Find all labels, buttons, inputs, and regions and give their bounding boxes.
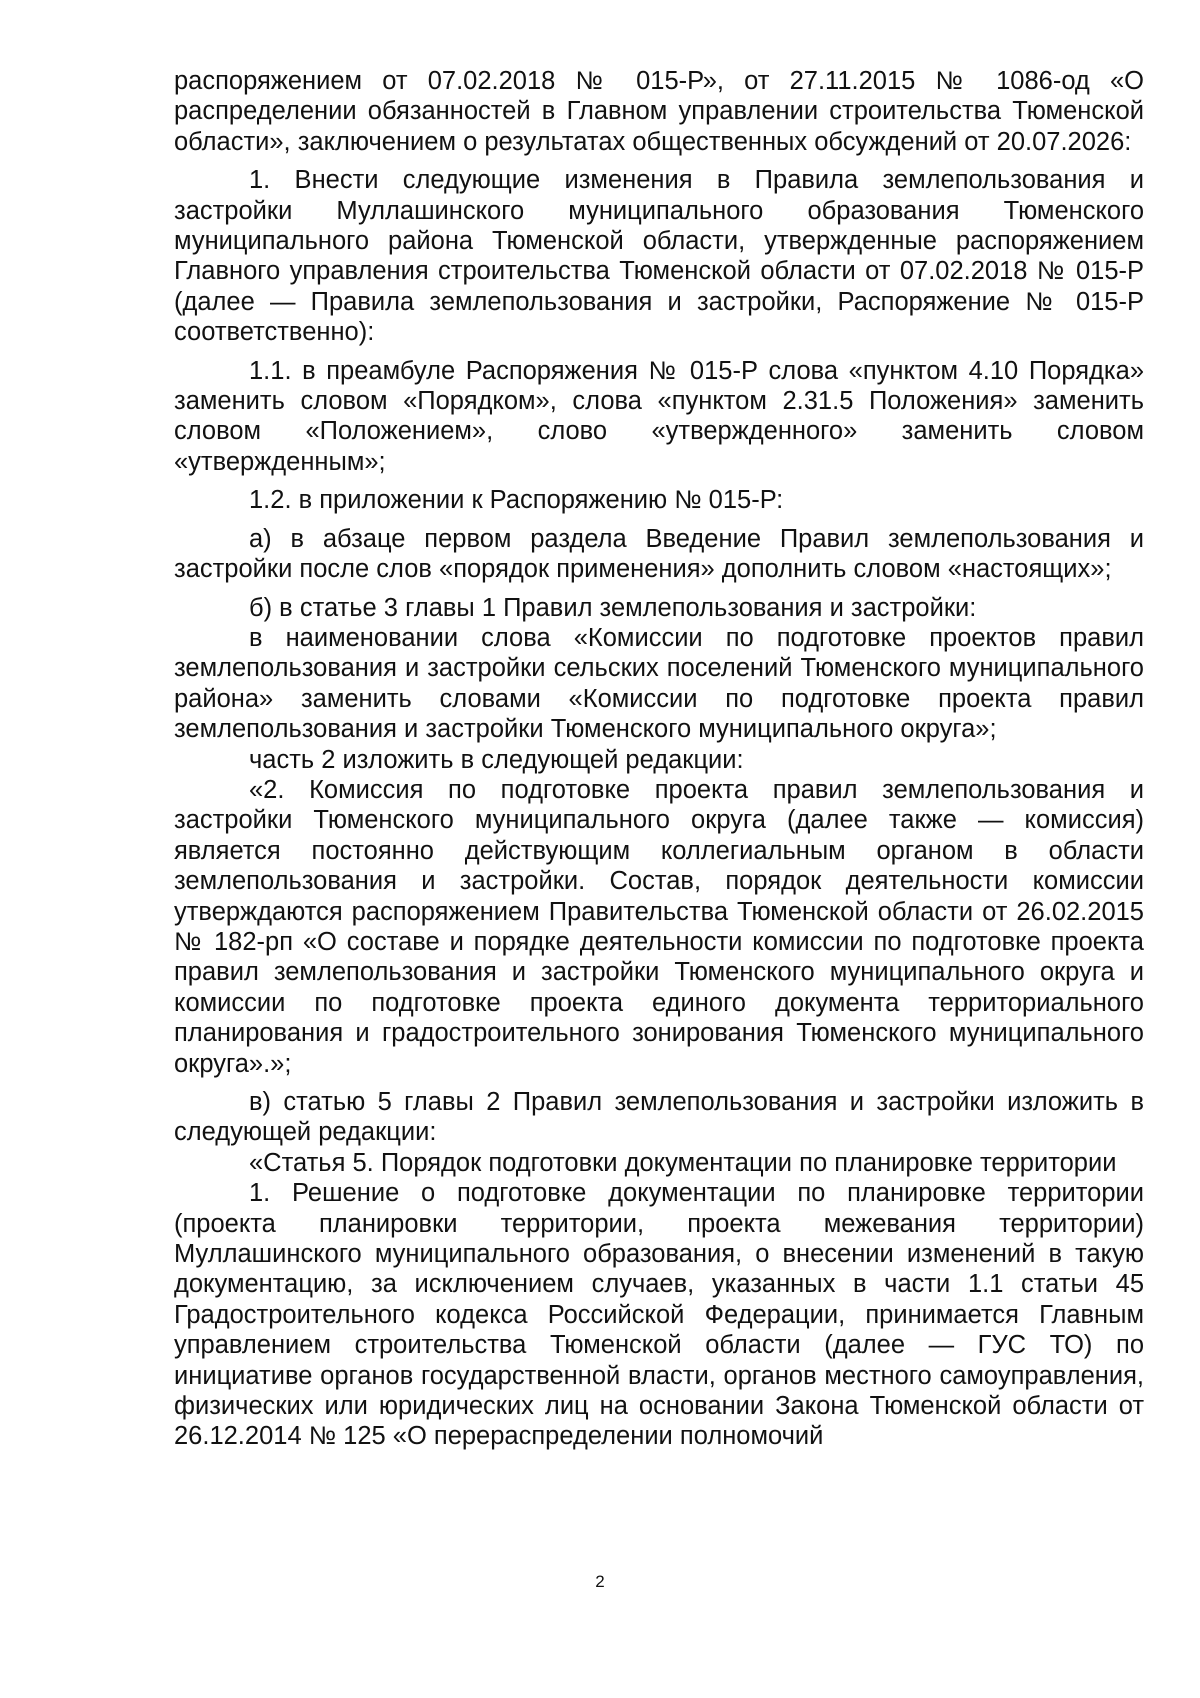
paragraph-article-5-title: «Статья 5. Порядок подготовки документации по планировке территории <box>249 1148 1117 1177</box>
paragraph-preamble-end: распоряжением от 07.02.2018 № 015-Р», от 27.11.2015 № 1086-од «О распределении обязанностей в Главном управлении строительства Тюменской области», заключением о результатах общественных обсуждений от 20.07.2026: <box>174 67 1144 156</box>
paragraph-part2-text: «2. Комиссия по подготовке проекта правил землепользования и застройки Тюменского муниципального округа (далее также — комиссия) является постоянно действующим коллегиальным органом в области землепользования и застройки. Состав, порядок деятельности комиссии утверждаются распоряжением Правительства Тюменской области от 26.02.2015 № 182-рп «О составе и порядке деятельности комиссии по подготовке проекта правил землепользования и застройки Тюменского муниципального округа и комиссии по подготовке проекта единого документа территориального планирования и градостроительного зонирования Тюменского муниципального округа».»; <box>174 775 1144 1078</box>
paragraph-subitem-b-part2: часть 2 изложить в следующей редакции: <box>249 745 744 774</box>
paragraph-subitem-b-name: в наименовании слова «Комиссии по подготовке проектов правил землепользования и застройки сельских поселений Тюменского муниципального района» заменить словами «Комиссии по подготовке проекта правил землепользования и застройки Тюменского муниципального округа»; <box>174 623 1144 744</box>
document-body <box>174 66 1144 1452</box>
paragraph-item-1-2: 1.2. в приложении к Распоряжению № 015-Р: <box>249 486 784 515</box>
page-number: 2 <box>595 1572 605 1591</box>
paragraph-item-1: 1. Внести следующие изменения в Правила землепользования и застройки Муллашинского муниципального образования Тюменского муниципального района Тюменской области, утвержденные распоряжением Главного управления строительства Тюменской области от 07.02.2018 № 015-Р (далее — Правила землепользования и застройки, Распоряжение № 015-Р соответственно): <box>174 166 1144 347</box>
paragraph-subitem-v: в) статью 5 главы 2 Правил землепользования и застройки изложить в следующей редакции: <box>174 1088 1144 1147</box>
paragraph-item-1-1: 1.1. в преамбуле Распоряжения № 015-Р слова «пунктом 4.10 Порядка» заменить словом «Порядком», слова «пунктом 2.31.5 Положения» заменить словом «Положением», слово «утвержденного» заменить словом «утвержденным»; <box>174 356 1144 476</box>
paragraph-subitem-a: а) в абзаце первом раздела Введение Правил землепользования и застройки после слов «порядок применения» дополнить словом «настоящих»; <box>174 524 1144 584</box>
paragraph-subitem-b: б) в статье 3 главы 1 Правил землепользования и застройки: <box>249 593 977 622</box>
paragraph-article-5-part1: 1. Решение о подготовке документации по планировке территории (проекта планировки территории, проекта межевания территории) Муллашинского муниципального образования, о внесении изменений в такую документацию, за исключением случаев, указанных в части 1.1 статьи 45 Градостроительного кодекса Российской Федерации, принимается Главным управлением строительства Тюменской области (далее — ГУС ТО) по инициативе органов государственной власти, органов местного самоуправления, физических или юридических лиц на основании Закона Тюменской области от 26.12.2014 № 125 «О перераспределении полномочий <box>174 1179 1144 1451</box>
